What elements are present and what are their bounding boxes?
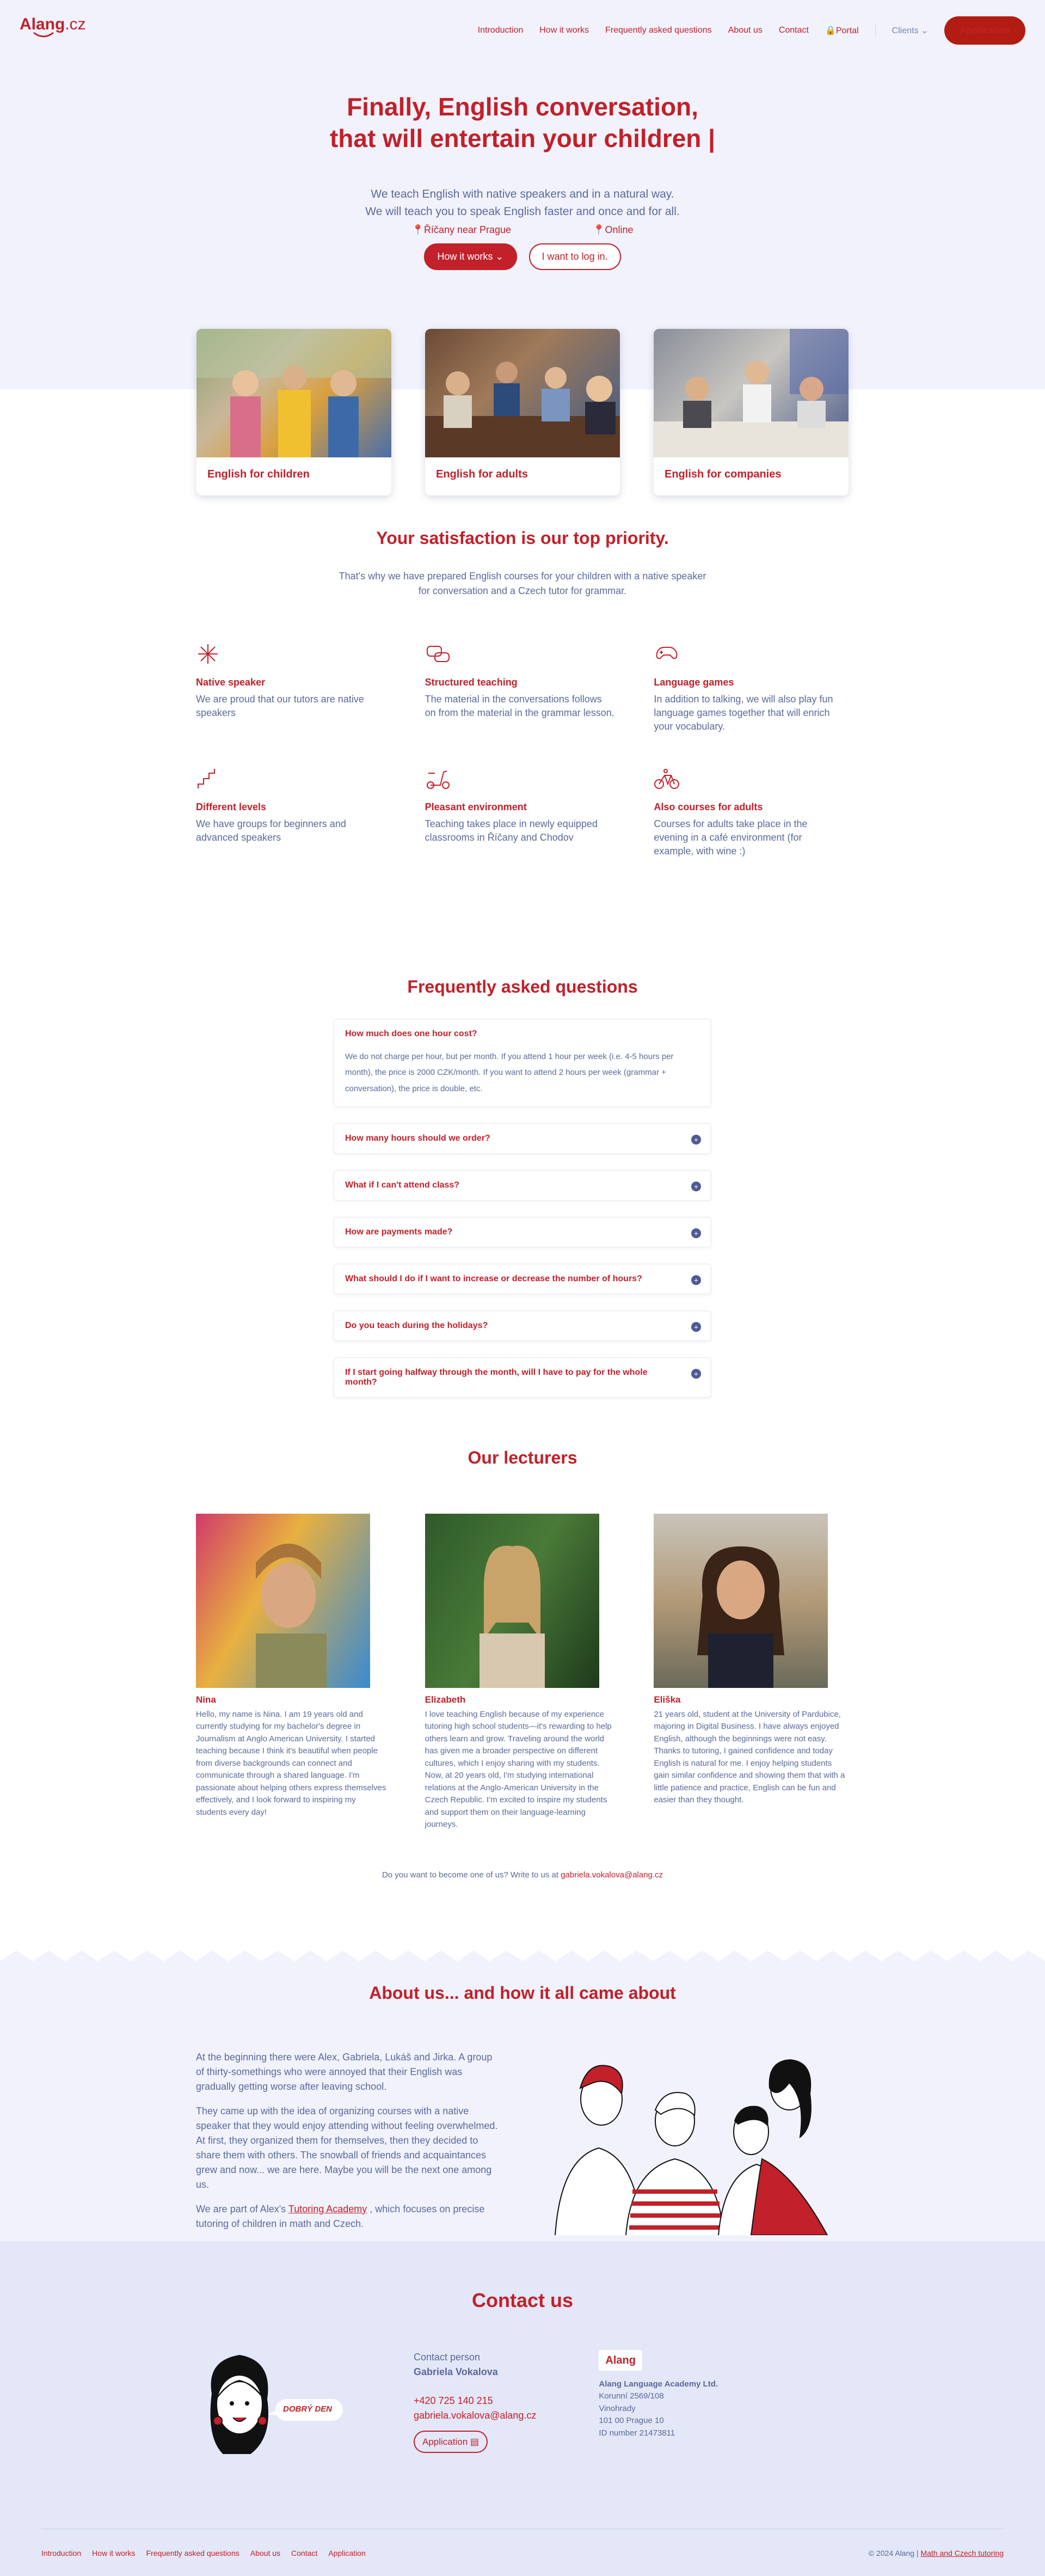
lecturer-photo <box>425 1514 599 1688</box>
feature-structured-teaching <box>425 642 620 734</box>
faq-item[interactable] <box>334 1311 711 1341</box>
nav-portal[interactable] <box>825 25 859 36</box>
pin-icon: 📍 <box>593 224 605 235</box>
company-district: Vinohrady <box>599 2403 636 2413</box>
satisfaction-text: That's why we have prepared English courses for your children with a native speaker for conversation and a Czech tutor for grammar. <box>339 571 706 596</box>
lecturer-bio: Hello, my name is Nina. I am 19 years old and currently studying for my bachelor's degree in Journalism at Anglo American University. I started teaching because I think it's beautiful when people from diverse backgrounds can connect and communicate through a shared language. I'm passionate about helping others express themselves effectively, and I look forward to inspiring my students every day! <box>196 1709 386 1817</box>
companies-photo-illustration <box>654 329 849 457</box>
card-companies-label: English for companies <box>665 468 782 480</box>
stairs-icon <box>196 767 391 793</box>
how-it-works-button[interactable] <box>424 243 517 270</box>
about-p3-pre: We are part of Alex's <box>196 2203 286 2214</box>
lock-icon: 🔒 <box>825 26 836 35</box>
plus-icon: + <box>691 1322 701 1332</box>
contact-person-name: Gabriela Vokalova <box>414 2366 498 2377</box>
lecturer-card <box>654 1514 849 1831</box>
logo-tld: .cz <box>65 15 86 33</box>
company-id: ID number 21473811 <box>599 2428 675 2438</box>
features-grid <box>196 642 849 858</box>
feature-title: Pleasant environment <box>425 801 527 812</box>
nav-contact[interactable]: Contact <box>778 26 809 35</box>
about-text <box>196 2050 501 2241</box>
contact-application-label: Application <box>422 2436 468 2447</box>
logo-smile-icon <box>33 32 54 39</box>
faq-answer: We do not charge per hour, but per month. If you attend 1 hour per week (i.e. 4-5 hours per month), the price is 2000 CZK/month. If you want to attend 2 hours per week (grammar + conversation), the price is double, etc. <box>345 1052 674 1093</box>
feature-title: Structured teaching <box>425 677 518 688</box>
satisfaction-section <box>0 528 1045 598</box>
card-children-label: English for children <box>207 468 310 480</box>
scooter-icon <box>425 767 620 793</box>
lecturer-photo <box>196 1514 370 1688</box>
card-children[interactable] <box>196 329 391 495</box>
document-icon: ▤ <box>470 2436 479 2447</box>
feature-different-levels <box>196 767 391 859</box>
lecturer-bio: 21 years old, student at the University of Pardubice, majoring in Digital Business. I have always enjoyed English, although the beginnings were not easy. Thanks to tutoring, I gained confidence and today English is natural for me. I enjoy helping students gain similar confidence and showing them that with a little patience and practice, English can be fun and easier than they thought. <box>654 1709 845 1805</box>
faq-item[interactable] <box>334 1357 711 1398</box>
nav-faq[interactable]: Frequently asked questions <box>605 26 712 35</box>
location-online-label: Online <box>605 224 634 235</box>
children-photo-illustration <box>196 329 391 457</box>
faq-title: Frequently asked questions <box>407 977 638 997</box>
lecturer-name: Elizabeth <box>425 1694 466 1705</box>
logo-text: Alang <box>20 15 65 33</box>
tutoring-academy-link[interactable]: Tutoring Academy <box>288 2203 367 2214</box>
adults-photo <box>425 329 620 457</box>
lecturer-card <box>425 1514 620 1831</box>
site-footer <box>41 2529 1004 2557</box>
faq-item-open[interactable] <box>334 1019 711 1107</box>
nav-divider <box>875 24 876 37</box>
hero-lead <box>0 186 1045 220</box>
chat-bubbles-icon <box>425 642 620 668</box>
faq-list <box>334 1019 711 1398</box>
team-illustration <box>544 2050 849 2235</box>
pin-icon: 📍 <box>411 224 424 235</box>
greeting-bubble-text: DOBRÝ DEN <box>283 2404 333 2414</box>
adults-photo-illustration <box>425 329 620 457</box>
faq-item[interactable] <box>334 1264 711 1294</box>
bicycle-icon <box>654 767 849 793</box>
faq-question: What if I can't attend class? <box>345 1180 460 1190</box>
contact-person <box>414 2350 536 2464</box>
children-photo <box>196 329 391 457</box>
feature-text: We are proud that our tutors are native speakers <box>196 694 364 719</box>
nav-clients-dropdown[interactable] <box>892 25 929 36</box>
login-button[interactable]: I want to log in. <box>529 243 621 270</box>
feature-text: Courses for adults take place in the evening in a café environment (for example, with wine :) <box>654 818 808 856</box>
faq-question: What should I do if I want to increase or decrease the number of hours? <box>345 1274 642 1283</box>
lecturer-name: Eliška <box>654 1694 681 1705</box>
about-paragraph: They came up with the idea of organizing courses with a native speaker that they would enjoy attending without feeling overwhelmed. At first, they organized them for themselves, then they decided to share them with others. The snowball of friends and acquaintances grew and now... we are here. Maybe you will be the next one among us. <box>196 2105 498 2190</box>
feature-language-games <box>654 642 849 734</box>
nav-introduction[interactable]: Introduction <box>477 26 524 35</box>
zigzag-divider <box>0 1950 1045 1978</box>
contact-person-label: Contact person <box>414 2351 481 2363</box>
about-title: About us... and how it all came about <box>369 1983 676 2003</box>
feature-text: We have groups for beginners and advanced speakers <box>196 818 346 843</box>
lecturer-photo <box>654 1514 828 1688</box>
about-p3-post: , which focuses on precise tutoring of children in math and Czech. <box>196 2203 485 2229</box>
portal-label: Portal <box>835 26 859 35</box>
company-logo: Alang <box>599 2350 642 2371</box>
game-controller-icon <box>654 642 849 668</box>
footer-copyright <box>869 2549 1004 2557</box>
feature-title: Also courses for adults <box>654 801 763 812</box>
contact-title: Contact us <box>471 2289 573 2311</box>
company-street: Korunní 2569/108 <box>599 2391 664 2401</box>
lecturer-card <box>196 1514 391 1831</box>
chevron-down-icon: ⌄ <box>495 251 504 262</box>
lecturer-photo-illustration <box>196 1514 370 1688</box>
card-companies[interactable] <box>654 329 849 495</box>
logo[interactable] <box>20 15 86 34</box>
footer-link-contact[interactable]: Contact <box>291 2548 318 2557</box>
footer-link-introduction[interactable]: Introduction <box>41 2548 82 2557</box>
lecturer-photo-illustration <box>654 1514 828 1688</box>
lecturers-grid <box>196 1514 849 1831</box>
hero-buttons <box>0 243 1045 270</box>
hero-title-line2: that will entertain your children | <box>329 124 716 152</box>
contact-application-button[interactable] <box>414 2431 488 2453</box>
plus-icon: + <box>691 1135 701 1145</box>
about-paragraph: At the beginning there were Alex, Gabriela, Lukáš and Jirka. A group of thirty-somethings who were annoyed that their English was gradually getting worse after leaving school. <box>196 2051 493 2092</box>
lecturer-name: Nina <box>196 1694 216 1705</box>
lecturers-section <box>0 1448 1045 1880</box>
course-cards <box>0 329 1045 495</box>
hero-title <box>0 91 1045 154</box>
feature-pleasant-environment <box>425 767 620 859</box>
contact-phone-link[interactable]: +420 725 140 215 <box>414 2395 493 2406</box>
plus-icon: + <box>691 1228 701 1238</box>
card-adults-label: English for adults <box>436 468 528 480</box>
become-lecturer <box>0 1870 1045 1880</box>
hero-locations <box>0 224 1045 236</box>
about-section <box>0 1978 1045 2241</box>
snowflake-icon <box>196 642 391 668</box>
footer-link-application[interactable]: Application <box>328 2548 366 2557</box>
feature-title: Language games <box>654 677 734 688</box>
contact-section <box>0 2241 1045 2576</box>
footer-link-about-us[interactable]: About us <box>250 2548 281 2557</box>
plus-icon: + <box>691 1275 701 1285</box>
feature-native-speaker <box>196 642 391 734</box>
faq-item[interactable] <box>334 1217 711 1247</box>
lecturer-bio: I love teaching English because of my experience tutoring high school students—it's rewarding to help others learn and grow. Traveling around the world has given me a broader perspective on different cultures, which I enjoy sharing with my students. Now, at 20 years old, I'm studying international relations at the Anglo-American University in the Czech Republic. I'm excited to inspire my students and support them on their language-learning journeys. <box>425 1709 612 1829</box>
chevron-down-icon: ⌄ <box>921 26 929 35</box>
faq-section <box>0 977 1045 1398</box>
feature-title: Different levels <box>196 801 267 812</box>
location-online <box>593 224 633 236</box>
company-city: 101 00 Prague 10 <box>599 2416 664 2426</box>
mascot-illustration <box>196 2345 354 2464</box>
company-info <box>599 2350 718 2464</box>
site-header <box>0 0 1045 60</box>
plus-icon: + <box>691 1369 701 1379</box>
card-adults[interactable] <box>425 329 620 495</box>
footer-link-faq[interactable]: Frequently asked questions <box>146 2548 239 2557</box>
copyright-text: © 2024 Alang | <box>868 2548 919 2557</box>
companies-photo <box>654 329 849 457</box>
location-ricany <box>412 224 512 236</box>
nav-about-us[interactable]: About us <box>728 26 763 35</box>
location-ricany-label: Říčany near Prague <box>423 224 512 235</box>
math-czech-tutoring-link[interactable]: Math and Czech tutoring <box>920 2548 1004 2557</box>
faq-question: How are payments made? <box>345 1227 453 1237</box>
faq-question: How much does one hour cost? <box>345 1029 477 1039</box>
company-name: Alang Language Academy Ltd. <box>599 2379 718 2389</box>
contact-email-link[interactable]: gabriela.vokalova@alang.cz <box>414 2409 537 2421</box>
nav-how-it-works[interactable]: How it works <box>539 26 589 35</box>
lecturers-title: Our lecturers <box>468 1447 577 1467</box>
faq-question: If I start going halfway through the month, will I have to pay for the whole month? <box>345 1367 648 1387</box>
faq-item[interactable] <box>334 1123 711 1154</box>
satisfaction-title: Your satisfaction is our top priority. <box>376 528 669 548</box>
clients-label: Clients <box>892 26 919 35</box>
how-it-works-label: How it works <box>437 251 493 262</box>
feature-text: The material in the conversations follows on from the material in the grammar lesson. <box>425 694 614 719</box>
plus-icon: + <box>691 1182 701 1191</box>
feature-text: Teaching takes place in newly equipped classrooms in Říčany and Chodov <box>425 818 598 843</box>
footer-link-how-it-works[interactable]: How it works <box>92 2548 136 2557</box>
lecturer-photo-illustration <box>425 1514 599 1688</box>
become-email-link[interactable]: gabriela.vokalova@alang.cz <box>561 1870 663 1880</box>
footer-links <box>41 2549 366 2557</box>
hero-lead-line2: We will teach you to speak English faster and once and for all. <box>365 205 680 218</box>
become-text: Do you want to become one of us? Write to us at <box>382 1870 559 1880</box>
feature-text: In addition to talking, we will also play fun language games together that will enrich your vocabulary. <box>654 694 833 732</box>
feature-courses-adults <box>654 767 849 859</box>
application-button[interactable]: Application <box>944 16 1025 45</box>
about-paragraph <box>196 2202 501 2231</box>
hero-lead-line1: We teach English with native speakers and in a natural way. <box>371 188 674 200</box>
faq-item[interactable] <box>334 1170 711 1201</box>
feature-title: Native speaker <box>196 677 266 688</box>
faq-question: How many hours should we order? <box>345 1133 490 1143</box>
hero-section <box>0 60 1045 270</box>
faq-question: Do you teach during the holidays? <box>345 1320 488 1330</box>
main-nav <box>478 16 1025 45</box>
hero-title-line1: Finally, English conversation, <box>347 93 698 121</box>
